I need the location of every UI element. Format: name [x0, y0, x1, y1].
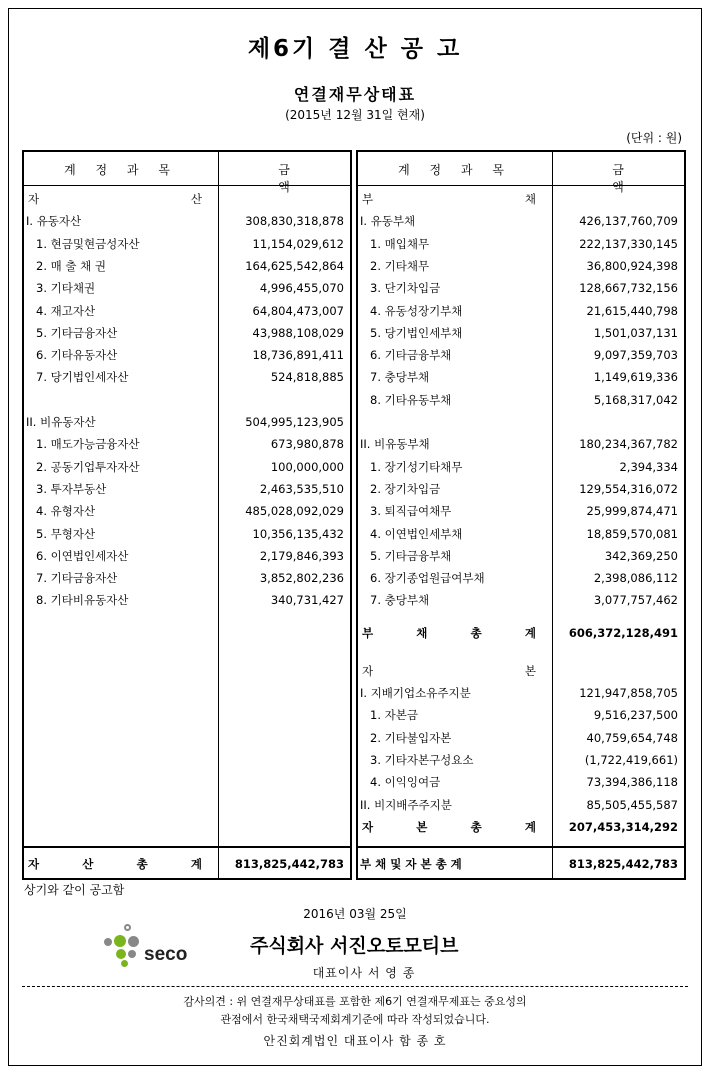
table-row — [358, 704, 684, 726]
row-value: 342,369,250 — [604, 548, 678, 563]
ceo-name: 대표이사 서 영 종 — [312, 966, 416, 980]
table-row — [358, 567, 684, 589]
row-label: 8. 기타비유동자산 — [36, 593, 129, 608]
liabilities-equity-total-row — [358, 846, 684, 878]
company-name: 주식회사 서진오토모티브 — [250, 935, 459, 957]
table-row — [24, 210, 350, 232]
row-label: II. 비유동자산 — [26, 415, 96, 429]
section-heading — [358, 660, 684, 682]
liabilities-equity-table — [356, 150, 686, 880]
row-label: 6. 기타금융부채 — [370, 348, 452, 363]
table-row — [24, 366, 350, 388]
account-header: 계 정 과 목 — [398, 163, 512, 177]
row-label: 5. 기타금융부채 — [370, 548, 452, 563]
table-row — [24, 411, 350, 433]
table-row — [358, 456, 684, 478]
row-value: 4,996,455,070 — [259, 281, 344, 296]
row-label: 7. 충당부채 — [370, 593, 430, 608]
row-value: 485,028,092,029 — [245, 504, 344, 519]
section-heading — [24, 188, 350, 210]
table-row — [24, 300, 350, 322]
row-value: 100,000,000 — [270, 459, 344, 474]
liabilities-total-row — [358, 618, 684, 648]
row-label: 6. 장기종업원급여부채 — [370, 571, 485, 586]
table-row — [358, 500, 684, 522]
row-label: 4. 재고자산 — [36, 303, 96, 318]
row-label: 3. 투자부동산 — [36, 481, 107, 496]
assets-table — [22, 150, 352, 880]
row-label: 1. 장기성기타채무 — [370, 459, 463, 474]
unit-label: (단위 : 원) — [626, 131, 682, 145]
table-row — [358, 411, 684, 433]
table-row — [24, 322, 350, 344]
table-row — [358, 366, 684, 388]
label-char: 자 — [28, 192, 40, 206]
row-label: 2. 매 출 채 권 — [36, 258, 107, 273]
row-value: 9,097,359,703 — [593, 348, 678, 363]
table-row — [358, 771, 684, 793]
table-row — [24, 456, 350, 478]
row-value: 340,731,427 — [270, 593, 344, 608]
table-row — [24, 433, 350, 455]
logo-dot — [128, 950, 136, 958]
label-char: 본 — [416, 819, 428, 834]
table-row — [358, 478, 684, 500]
table-row — [358, 322, 684, 344]
row-label: 5. 당기법인세부채 — [370, 325, 463, 340]
label-char: 산 — [190, 192, 202, 206]
row-value: 2,463,535,510 — [259, 481, 344, 496]
table-row — [24, 255, 350, 277]
row-label: 부 채 및 자 본 총 계 — [360, 857, 462, 871]
row-value: 85,505,455,587 — [586, 797, 678, 812]
row-label: 1. 매입채무 — [370, 236, 430, 251]
row-label: 5. 기타금융자산 — [36, 325, 118, 340]
logo-text: seco — [144, 944, 188, 965]
label-char: 본 — [524, 663, 536, 678]
label-char: 계 — [524, 625, 536, 640]
row-value: 606,372,128,491 — [568, 625, 678, 640]
row-value: 504,995,123,905 — [245, 415, 344, 429]
row-label — [360, 660, 554, 682]
table-row — [358, 727, 684, 749]
table-row — [358, 545, 684, 567]
row-label — [26, 848, 220, 880]
table-row — [358, 682, 684, 704]
row-value: (1,722,419,661) — [584, 752, 678, 767]
table-row — [24, 523, 350, 545]
row-label: 3. 단기차입금 — [370, 281, 441, 296]
row-label: 4. 이연법인세부채 — [370, 526, 463, 541]
row-value: 308,830,318,878 — [245, 214, 344, 229]
row-value: 3,852,802,236 — [259, 571, 344, 586]
row-label: 5. 무형자산 — [36, 526, 96, 541]
assets-total-row — [24, 846, 350, 878]
row-label: 3. 퇴직급여채무 — [370, 504, 452, 519]
amount-header: 금 액 — [612, 163, 660, 194]
row-label: 3. 기타채권 — [36, 281, 96, 296]
row-value: 813,825,442,783 — [234, 857, 344, 871]
table-row — [358, 749, 684, 771]
table-row — [24, 500, 350, 522]
logo-dot — [116, 949, 126, 959]
row-label: II. 비유동부채 — [360, 437, 430, 452]
logo-dot — [114, 935, 126, 947]
amount-header: 금 액 — [278, 163, 326, 194]
row-value: 73,394,386,118 — [586, 775, 678, 790]
row-label: 1. 현금및현금성자산 — [36, 236, 140, 251]
row-value: 5,168,317,042 — [593, 392, 678, 407]
row-value: 121,947,858,705 — [579, 686, 678, 700]
row-label: 7. 당기법인세자산 — [36, 370, 129, 385]
label-char: 부 — [362, 625, 374, 640]
label-char: 채 — [416, 625, 428, 640]
label-char: 산 — [82, 857, 94, 871]
row-value: 18,736,891,411 — [252, 348, 344, 363]
divider — [22, 986, 688, 987]
row-value: 426,137,760,709 — [579, 214, 678, 229]
row-value: 128,667,732,156 — [579, 281, 678, 296]
row-value: 9,516,237,500 — [593, 708, 678, 723]
row-label: 4. 이익잉여금 — [370, 775, 441, 790]
row-value: 25,999,874,471 — [586, 504, 678, 519]
label-char: 계 — [190, 857, 202, 871]
table-row — [24, 233, 350, 255]
row-label: 4. 유형자산 — [36, 504, 96, 519]
table-row — [358, 277, 684, 299]
table-row — [358, 794, 684, 816]
as-of-date: (2015년 12월 31일 현재) — [285, 108, 425, 122]
row-value: 2,398,086,112 — [593, 571, 678, 586]
row-value: 1,501,037,131 — [593, 325, 678, 340]
footnote: 상기와 같이 공고함 — [24, 883, 125, 897]
label-char: 계 — [524, 819, 536, 834]
row-label: 2. 기타불입자본 — [370, 730, 452, 745]
table-row — [24, 277, 350, 299]
row-value: 180,234,367,782 — [579, 437, 678, 452]
row-label: 1. 매도가능금융자산 — [36, 437, 140, 452]
table-row — [358, 344, 684, 366]
table-row — [358, 233, 684, 255]
row-label: 7. 기타금융자산 — [36, 571, 118, 586]
logo-dot — [124, 924, 131, 931]
statement-title: 연결재무상태표 — [293, 85, 417, 104]
row-label: 8. 기타유동부채 — [370, 392, 452, 407]
label-char: 총 — [470, 625, 482, 640]
row-value: 129,554,316,072 — [579, 481, 678, 496]
row-label: 1. 자본금 — [370, 708, 418, 723]
equity-total-row — [358, 816, 684, 838]
row-value: 2,179,846,393 — [259, 548, 344, 563]
table-row — [24, 389, 350, 411]
row-value: 2,394,334 — [619, 459, 678, 474]
row-label — [26, 188, 220, 210]
label-char: 채 — [524, 192, 536, 206]
table-row — [24, 545, 350, 567]
row-label: 4. 유동성장기부채 — [370, 303, 463, 318]
table-row — [358, 433, 684, 455]
row-value: 164,625,542,864 — [245, 258, 344, 273]
label-char: 자 — [362, 663, 374, 678]
assets-table-header — [24, 152, 350, 194]
row-label: 2. 장기차입금 — [370, 481, 441, 496]
row-value: 3,077,757,462 — [593, 593, 678, 608]
row-label — [360, 816, 554, 838]
row-label — [360, 618, 554, 648]
row-value: 524,818,885 — [270, 370, 344, 385]
table-row — [358, 255, 684, 277]
row-label: 2. 기타채무 — [370, 258, 430, 273]
row-value: 11,154,029,612 — [252, 236, 344, 251]
row-value: 222,137,330,145 — [579, 236, 678, 251]
auditor-name: 안진회계법인 대표이사 함 종 호 — [263, 1034, 447, 1048]
table-row — [358, 523, 684, 545]
label-char: 총 — [470, 819, 482, 834]
table-row — [24, 478, 350, 500]
row-value: 43,988,108,029 — [252, 325, 344, 340]
label-char: 자 — [28, 857, 40, 871]
table-row — [24, 567, 350, 589]
table-row — [358, 210, 684, 232]
row-value: 1,149,619,336 — [593, 370, 678, 385]
row-value: 40,759,654,748 — [586, 730, 678, 745]
row-value: 18,859,570,081 — [586, 526, 678, 541]
row-value: 10,356,135,432 — [252, 526, 344, 541]
row-value: 813,825,442,783 — [568, 857, 678, 871]
row-label: 2. 공동기업투자자산 — [36, 459, 140, 474]
row-value: 673,980,878 — [270, 437, 344, 452]
row-value: 207,453,314,292 — [568, 819, 678, 834]
table-row — [24, 344, 350, 366]
row-label: 6. 기타유동자산 — [36, 348, 118, 363]
row-value: 64,804,473,007 — [252, 303, 344, 318]
label-char: 자 — [362, 819, 374, 834]
row-label: I. 유동자산 — [26, 214, 82, 229]
section-heading — [358, 188, 684, 210]
row-value: 36,800,924,398 — [586, 258, 678, 273]
notice-date: 2016년 03월 25일 — [303, 907, 407, 921]
page-title: 제6기 결 산 공 고 — [247, 36, 463, 62]
row-label: 7. 충당부채 — [370, 370, 430, 385]
label-char: 부 — [362, 192, 374, 206]
row-label: I. 유동부채 — [360, 214, 416, 229]
row-label — [360, 188, 554, 210]
table-row — [358, 300, 684, 322]
account-header: 계 정 과 목 — [64, 163, 178, 177]
table-row — [358, 389, 684, 411]
table-row — [358, 589, 684, 611]
logo-dot — [104, 938, 112, 946]
row-label: II. 비지배주주지분 — [360, 797, 452, 812]
audit-opinion-line-1: 감사의견 : 위 연결재무상태표를 포함한 제6기 연결재무제표는 중요성의 — [183, 995, 527, 1008]
label-char: 총 — [136, 857, 148, 871]
row-label: I. 지배기업소유주지분 — [360, 686, 471, 700]
liabilities-table-header — [358, 152, 684, 194]
row-value: 21,615,440,798 — [586, 303, 678, 318]
logo-dot — [128, 936, 139, 947]
row-label: 3. 기타자본구성요소 — [370, 752, 474, 767]
table-row — [24, 589, 350, 611]
row-label: 6. 이연법인세자산 — [36, 548, 129, 563]
audit-opinion-line-2: 관점에서 한국채택국제회계기준에 따라 작성되었습니다. — [220, 1013, 490, 1026]
